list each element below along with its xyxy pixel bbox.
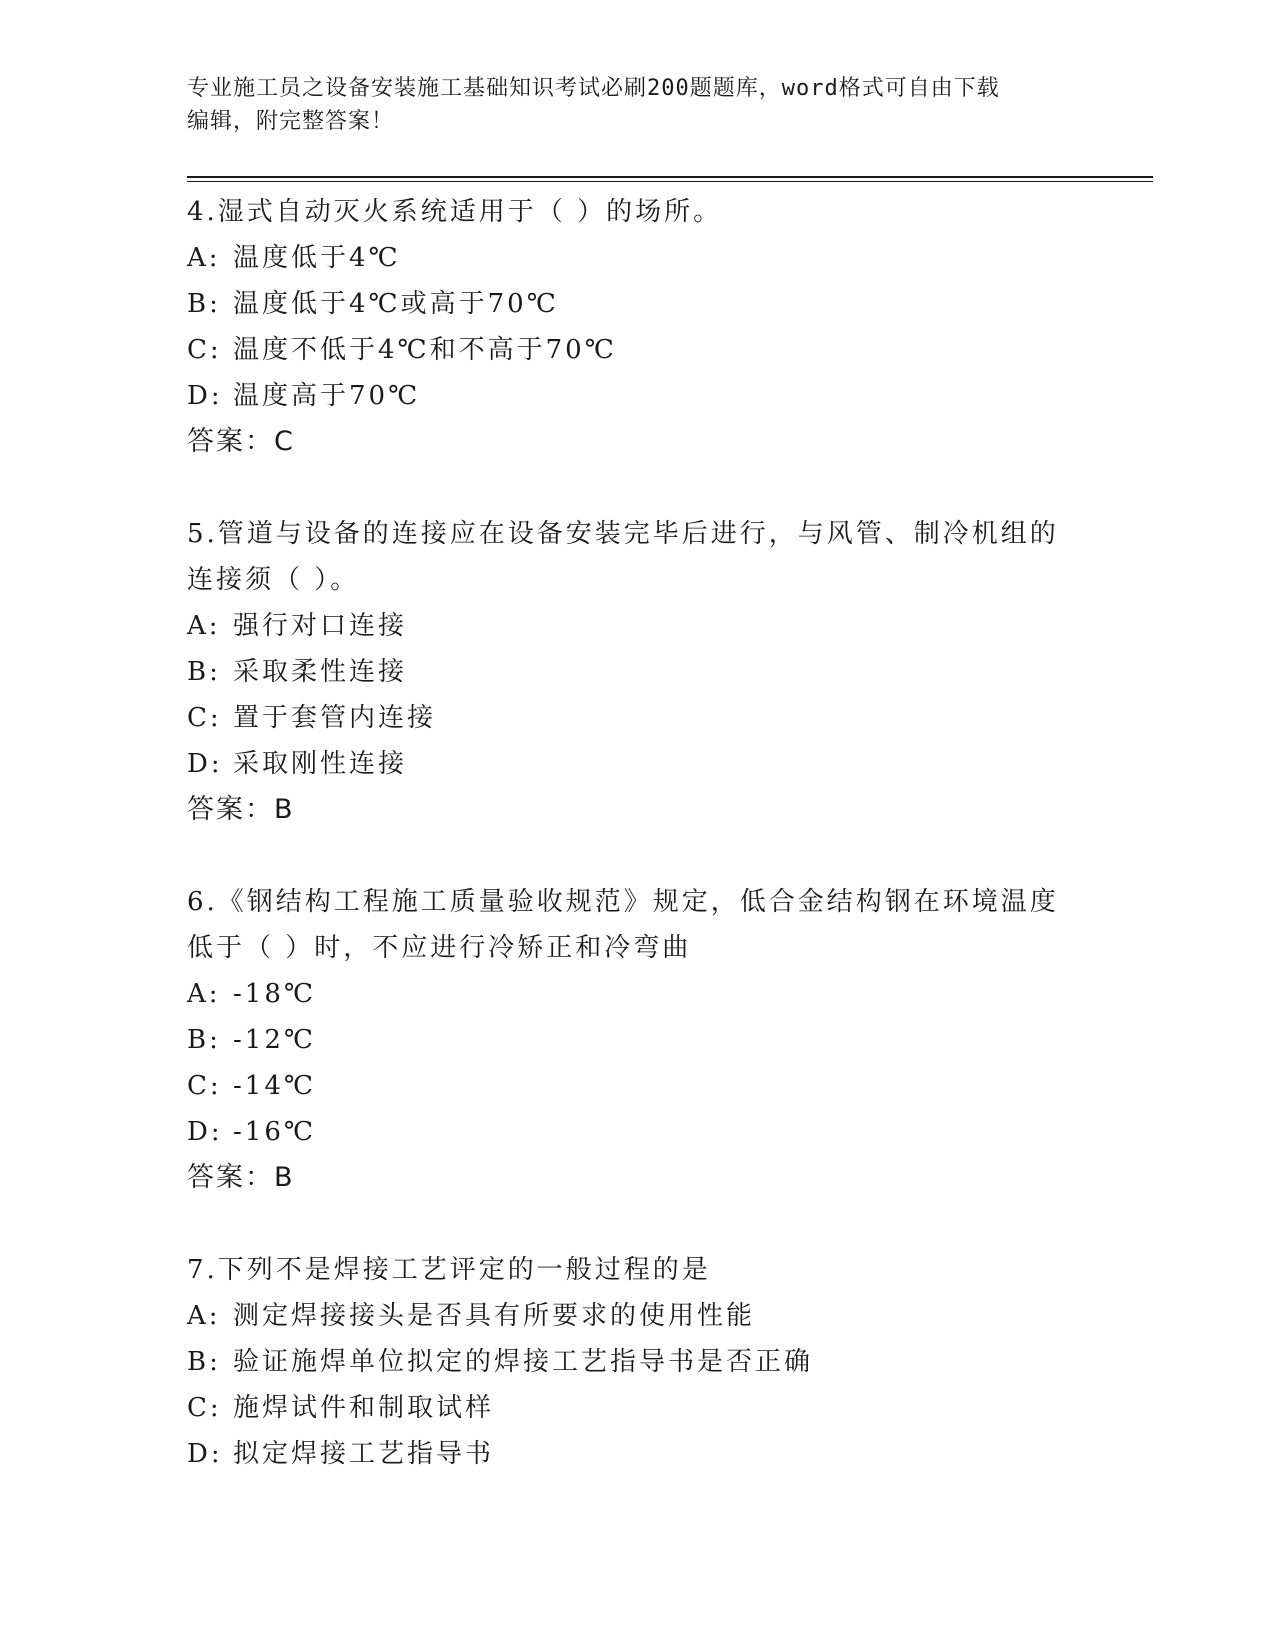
question-text-line: 5.管道与设备的连接应在设备安装完毕后进行，与风管、制冷机组的 <box>187 519 1059 549</box>
option-text: 温度低于4℃或高于70℃ <box>233 289 559 319</box>
option-letter: C: <box>187 335 222 365</box>
option-c <box>187 1385 1087 1431</box>
option-a <box>187 235 1087 281</box>
option-text: 置于套管内连接 <box>233 703 437 733</box>
option-b <box>187 1339 1087 1385</box>
option-letter: A: <box>187 611 221 641</box>
option-letter: A: <box>187 243 221 273</box>
option-letter: A: <box>187 979 221 1009</box>
answer-text: 答案：B <box>187 794 295 825</box>
option-b <box>187 649 1087 695</box>
option-letter: D: <box>187 381 223 411</box>
document-header <box>187 72 1067 138</box>
option-text: 拟定焊接工艺指导书 <box>233 1439 495 1469</box>
option-text: 温度不低于4℃和不高于70℃ <box>233 335 617 365</box>
question-text-line: 连接须（ ）。 <box>187 565 360 595</box>
answer-text: 答案：C <box>187 426 295 457</box>
option-c <box>187 327 1087 373</box>
header-divider-thick <box>187 176 1153 178</box>
option-letter: C: <box>187 1393 222 1423</box>
option-c <box>187 695 1087 741</box>
question-5 <box>187 511 1087 833</box>
question-text-line: 4.湿式自动灭火系统适用于（ ）的场所。 <box>187 197 723 227</box>
option-letter: B: <box>187 1347 221 1377</box>
option-text: -12℃ <box>233 1025 316 1055</box>
option-letter: D: <box>187 749 223 779</box>
option-d <box>187 373 1087 419</box>
option-text: -18℃ <box>233 979 316 1009</box>
option-letter: A: <box>187 1301 221 1331</box>
option-text: 温度高于70℃ <box>233 381 421 411</box>
question-text-line: 7.下列不是焊接工艺评定的一般过程的是 <box>187 1255 711 1285</box>
header-divider-thin <box>187 181 1153 182</box>
question-list <box>187 189 1087 1523</box>
option-d <box>187 741 1087 787</box>
header-line-1: 专业施工员之设备安装施工基础知识考试必刷200题题库，word格式可自由下载 <box>187 76 1000 101</box>
question-text-line: 6.《钢结构工程施工质量验收规范》规定，低合金结构钢在环境温度 <box>187 887 1059 917</box>
option-d <box>187 1431 1087 1477</box>
option-letter: B: <box>187 657 221 687</box>
question-text-line: 低于（ ）时，不应进行冷矫正和冷弯曲 <box>187 933 692 963</box>
option-text: 测定焊接接头是否具有所要求的使用性能 <box>233 1301 756 1331</box>
option-text: 采取柔性连接 <box>233 657 408 687</box>
option-letter: C: <box>187 703 222 733</box>
option-text: 验证施焊单位拟定的焊接工艺指导书是否正确 <box>233 1347 814 1377</box>
option-b <box>187 281 1087 327</box>
question-6 <box>187 879 1087 1201</box>
answer-text: 答案：B <box>187 1162 295 1193</box>
option-b <box>187 1017 1087 1063</box>
option-text: 温度低于4℃ <box>233 243 401 273</box>
question-7 <box>187 1247 1087 1477</box>
option-text: -16℃ <box>233 1117 316 1147</box>
option-d <box>187 1109 1087 1155</box>
option-a <box>187 1293 1087 1339</box>
option-letter: C: <box>187 1071 222 1101</box>
option-letter: D: <box>187 1439 223 1469</box>
question-4 <box>187 189 1087 465</box>
option-text: -14℃ <box>233 1071 316 1101</box>
option-letter: D: <box>187 1117 223 1147</box>
option-text: 采取刚性连接 <box>233 749 408 779</box>
option-text: 施焊试件和制取试样 <box>233 1393 495 1423</box>
header-line-2: 编辑，附完整答案！ <box>187 109 395 134</box>
option-a <box>187 971 1087 1017</box>
option-c <box>187 1063 1087 1109</box>
option-a <box>187 603 1087 649</box>
option-text: 强行对口连接 <box>233 611 408 641</box>
option-letter: B: <box>187 1025 221 1055</box>
option-letter: B: <box>187 289 221 319</box>
